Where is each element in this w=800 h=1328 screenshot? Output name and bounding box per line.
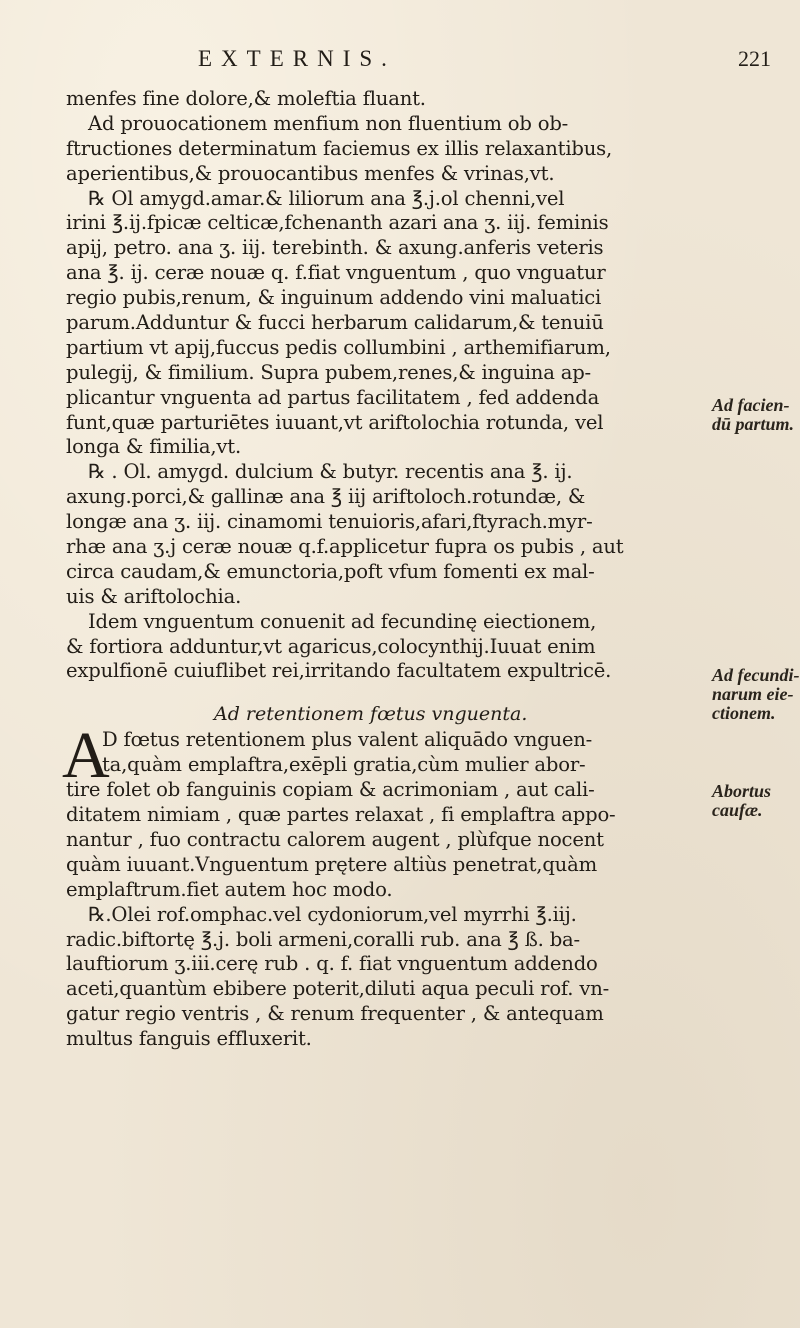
text-line: nantur , fuo contractu calorem augent , plùfque nocent (66, 827, 604, 851)
text-line: funt,quæ parturiētes iuuant,vt ariftolochia rotunda, vel (66, 410, 604, 434)
page-header (0, 46, 800, 76)
margin-note-partum (712, 396, 800, 434)
text-line: aceti,quantùm ebibere poterit,diluti aqua peculi rof. vn- (66, 977, 610, 1001)
text-line: ℞ . Ol. amygd. dulcium & butyr. recentis ana ℥. ij. (88, 460, 573, 484)
text-line: parum.Adduntur & fucci herbarum calidarum,& tenuiū (66, 311, 604, 335)
text-line: ta,quàm emplaftra,exēpli gratia,cùm mulier abor- (102, 753, 586, 777)
margin-note-secundinae (712, 666, 800, 723)
text-line-content: D fœtus retentionem plus valent aliquādo vnguen- (102, 728, 593, 752)
text-line: aperientibus,& prouocantibus menfes & vrinas,vt. (66, 161, 555, 185)
text-line: gatur regio ventris , & renum frequenter , & antequam (66, 1002, 604, 1026)
margin-note-line: Abortus (712, 781, 772, 801)
text-line: menfes fine dolore,& moleftia fluant. (66, 87, 426, 110)
text-line: radic.biftortę ℥.j. boli armeni,coralli rub. ana ℥ ß. ba- (66, 927, 580, 951)
text-line: expulfionē cuiuflibet rei,irritando facultatem expultricē. (66, 659, 612, 683)
text-line: regio pubis,renum, & inguinum addendo vini maluatici (66, 286, 602, 310)
text-line: axung.porci,& gallinæ ana ℥ iij ariftoloch.rotundæ, & (66, 485, 586, 509)
text-line: rhæ ana ʒ.j ceræ nouæ q.f.applicetur fupra os pubis , aut (66, 535, 624, 559)
text-line: ditatem nimiam , quæ partes relaxat , fi emplaftra appo- (66, 803, 616, 827)
drop-cap: A (62, 719, 110, 793)
text-line: irini ℥.ij.fpicæ celticæ,fchenanth azari ana ʒ. iij. feminis (66, 211, 609, 235)
body-text (62, 87, 706, 1052)
text-line: & fortiora adduntur,vt agaricus,colocynthij.Iuuat enim (66, 634, 596, 658)
text-line: Ad prouocationem menfium non fluentium ob ob- (88, 111, 569, 135)
margin-note-line: dū partum. (712, 414, 795, 434)
text-line: pulegij, & fimilium. Supra pubem,renes,& inguina ap- (66, 360, 591, 384)
text-line: multus fanguis effluxerit. (66, 1027, 312, 1051)
text-line: ℞ Ol amygd.amar.& liliorum ana ℥.j.ol chenni,vel (88, 186, 565, 210)
text-line: longæ ana ʒ. iij. cinamomi tenuioris,afari,ftyrach.myr- (66, 510, 593, 534)
text-line: circa caudam,& emunctoria,poft vfum fomenti ex mal- (66, 559, 595, 583)
text-line: plicantur vnguenta ad partus facilitatem , fed addenda (66, 385, 600, 409)
text-line: emplaftrum.fiet autem hoc modo. (66, 877, 393, 901)
margin-note-line: Ad fecundi- (712, 665, 800, 685)
text-line: partium vt apij,fuccus pedis collumbini , arthemifiarum, (66, 335, 611, 359)
text-line: ℞.Olei rof.omphac.vel cydoniorum,vel myrrhi ℥.iij. (88, 902, 577, 926)
page-number: 221 (738, 46, 771, 71)
text-line: tire folet ob fanguinis copiam & acrimoniam , aut cali- (66, 778, 595, 802)
text-line: longa & fimilia,vt. (66, 435, 241, 459)
text-line: quàm iuuant.Vnguentum prętere altiùs penetrat,quàm (66, 852, 597, 876)
margin-note-line: caufæ. (712, 800, 763, 820)
running-head: EXTERNIS. (198, 46, 396, 71)
margin-note-line: ctionem. (712, 703, 776, 723)
text-line: uis & ariftolochia. (66, 584, 242, 608)
text-line: lauftiorum ʒ.iii.cerę rub . q. f. fiat vnguentum addendo (66, 952, 598, 976)
text-line: ftructiones determinatum faciemus ex illis relaxantibus, (66, 136, 613, 160)
margin-note-line: narum eie- (712, 684, 794, 704)
text-line: Idem vnguentum conuenit ad fecundinę eiectionem, (88, 609, 597, 633)
text-line: apij, petro. ana ʒ. iij. terebinth. & axung.anferis veteris (66, 236, 604, 260)
section-heading: Ad retentionem fœtus vnguenta. (214, 703, 528, 726)
margin-note-line: Ad facien- (712, 395, 790, 415)
text-line: ana ℥. ij. ceræ nouæ q. f.fiat vnguentum , quo vnguatur (66, 261, 606, 285)
margin-note-abortus (712, 782, 800, 820)
